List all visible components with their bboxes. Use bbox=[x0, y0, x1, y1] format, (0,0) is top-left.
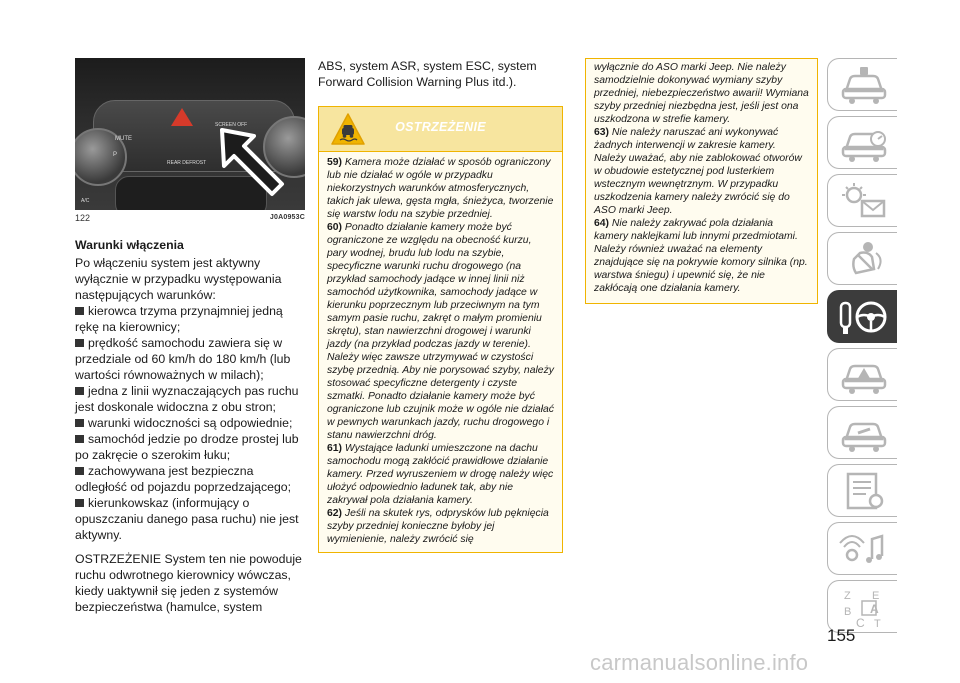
warning-paragraph: OSTRZEŻENIE System ten nie powoduje ruchu odwrotnego kierownicy wówczas, kiedy uaktywnił się jeden z systemów bezpieczeństwa (hamulce, system bbox=[75, 552, 302, 614]
warning-item: 64) Nie należy zakrywać pola działania kamery naklejkami lub innymi przedmiotami. Należy również uważać na elementy znajdujące się na pokrywie komory silnika (np. warstwa śniegu) i upewnić się, że nie zakłócają one działania kamery. bbox=[594, 218, 808, 294]
figure-code: J0A0953C bbox=[269, 214, 305, 221]
warning-item: 61) Wystające ładunki umieszczone na dachu samochodu mogą zakłócić prawidłowe działanie kamery. Przed wyruszeniem w drogę należy więc ułożyć odpowiednio ładunek tak, aby nie zakrywał pola działania kamery. bbox=[327, 443, 554, 506]
left-column bbox=[75, 58, 305, 615]
svg-text:T: T bbox=[874, 618, 881, 629]
warning-header bbox=[319, 107, 562, 152]
svg-text:Z: Z bbox=[844, 590, 851, 602]
figure-number: 122 bbox=[75, 213, 91, 223]
pointer-arrow-icon bbox=[220, 128, 300, 208]
lights-and-messages-icon bbox=[838, 181, 890, 221]
rear-defrost-label: REAR DEFROST bbox=[167, 160, 207, 166]
warning-item: 60) Ponadto działanie kamery może być ograniczone ze względu na obecność kurzu, pary wodnej, brudu lub lodu na szybie, specyficzne warunki ruchu drogowego (na przykład samochody jadące w innej linii niż samochód użytkownika, samochody jadące w kierunku poprzecznym lub przeciwnym na tym samym pasie ruchu, zakręt o małym promieniu skrętu), stan nawierzchni drogowej i warunki jazdy (na przykład podczas jazdy w terenie). Należy więc zawsze utrzymywać w czystości szybę przednią. Aby nie porysować szyby, należy stosować specyficzne detergenty i czyste szmatki. Ponadto działanie kamery może być ograniczone lub czujnik może w ogóle nie działać w pewnych warunkach jazdy, ruchu drogowego i stanu nawierzchni dróg. bbox=[327, 222, 554, 441]
park-button-label: P bbox=[113, 152, 118, 158]
bullet-icon bbox=[75, 307, 84, 315]
key-steering-icon bbox=[838, 297, 890, 339]
tab-emergency[interactable] bbox=[827, 348, 897, 401]
car-warning-icon bbox=[838, 355, 890, 395]
screen-off-label: SCREEN OFF bbox=[215, 122, 248, 128]
car-info-icon bbox=[838, 65, 890, 105]
tab-lights-messages[interactable] bbox=[827, 174, 897, 227]
car-service-icon bbox=[838, 413, 890, 453]
continuation-text: ABS, system ASR, system ESC, system Forward Collision Warning Plus itd.). bbox=[318, 59, 537, 89]
list-item: zachowywana jest bezpieczna odległość od pojazdu poprzedzającego; bbox=[75, 464, 292, 494]
figure-photo bbox=[75, 58, 305, 210]
bullet-icon bbox=[75, 339, 84, 347]
warning-item: 59) Kamera może działać w sposób ograniczony lub nie działać w ogóle w przypadku niekorzystnych warunków atmosferycznych, takich jak ulewa, gęsta mgła, śnieżyca, tworzenie się warstw lodu na szybie przedniej. bbox=[327, 157, 554, 220]
svg-text:B: B bbox=[844, 606, 852, 618]
index-icon bbox=[838, 587, 890, 629]
bullet-icon bbox=[75, 435, 84, 443]
tab-multimedia[interactable] bbox=[827, 522, 897, 575]
tab-technical-data[interactable] bbox=[827, 464, 897, 517]
car-dashboard-icon bbox=[838, 123, 890, 163]
tab-dashboard[interactable] bbox=[827, 116, 897, 169]
svg-text:C: C bbox=[856, 616, 865, 629]
right-column bbox=[585, 58, 818, 304]
tab-starting-driving[interactable] bbox=[827, 290, 897, 343]
figure-caption bbox=[75, 213, 305, 223]
watermark-text: carmanualsonline.info bbox=[590, 650, 809, 675]
ac-label: A/C bbox=[81, 198, 90, 204]
svg-text:A: A bbox=[870, 602, 879, 616]
list-item: samochód jedzie po drodze prostej lub po zakręcie o szerokim łuku; bbox=[75, 432, 299, 462]
warning-item: 62) Jeśli na skutek rys, odprysków lub pęknięcia szyby przedniej konieczne byłoby jej wymienienie, należy zwrócić się bbox=[327, 508, 549, 545]
seat-safety-icon bbox=[838, 239, 890, 279]
tab-safety[interactable] bbox=[827, 232, 897, 285]
warning-box-continued bbox=[585, 58, 818, 304]
bullet-icon bbox=[75, 467, 84, 475]
warning-continuation: wyłącznie do ASO marki Jeep. Nie należy samodzielnie dokonywać wymiany szyby przedniej, niebezpieczeństwo awarii! Wymiana szyby przedniej niezbędna jest, jeśli jest ona uszkodzona w strefie kamery. bbox=[594, 62, 809, 125]
list-item: prędkość samochodu zawiera się w przedziale od 60 km/h do 180 km/h (lub wartości równoważnych w milach); bbox=[75, 336, 291, 382]
tab-service[interactable] bbox=[827, 406, 897, 459]
bullet-icon bbox=[75, 499, 84, 507]
chapter-tabs bbox=[827, 58, 897, 638]
list-item: jedna z linii wyznaczających pas ruchu jest doskonale widoczna z obu stron; bbox=[75, 384, 299, 414]
technical-data-icon bbox=[838, 471, 890, 511]
warning-box bbox=[318, 106, 563, 553]
mute-button-label: MUTE bbox=[115, 136, 132, 142]
conditions-list bbox=[75, 303, 305, 543]
middle-column bbox=[318, 58, 563, 553]
warning-title: OSTRZEŻENIE bbox=[395, 120, 486, 134]
intro-paragraph: Po włączeniu system jest aktywny wyłącznie w przypadku występowania następujących warunków: bbox=[75, 256, 282, 302]
warning-item: 63) Nie należy naruszać ani wykonywać żadnych interwencji w zakresie kamery. Należy uważać, aby nie zablokować otworów w obudowie estetycznej pod lusterkiem wstecznym wewnętrznym. W przypadku uszkodzenia kamery należy zwrócić się do ASO marki Jeep. bbox=[594, 127, 802, 216]
warning-body bbox=[319, 152, 562, 552]
list-item: kierowca trzyma przynajmniej jedną rękę na kierownicy; bbox=[75, 304, 283, 334]
list-item: warunki widoczności są odpowiednie; bbox=[75, 415, 305, 431]
page-number: 155 bbox=[827, 626, 856, 645]
tab-car-info[interactable] bbox=[827, 58, 897, 111]
hazard-icon bbox=[171, 108, 193, 126]
svg-text:E: E bbox=[872, 590, 880, 602]
list-item: kierunkowskaz (informujący o opuszczaniu danego pasa ruchu) nie jest aktywny. bbox=[75, 496, 299, 542]
bullet-icon bbox=[75, 387, 84, 395]
section-heading: Warunki włączenia bbox=[75, 238, 184, 252]
multimedia-icon bbox=[838, 529, 890, 569]
bullet-icon bbox=[75, 419, 84, 427]
